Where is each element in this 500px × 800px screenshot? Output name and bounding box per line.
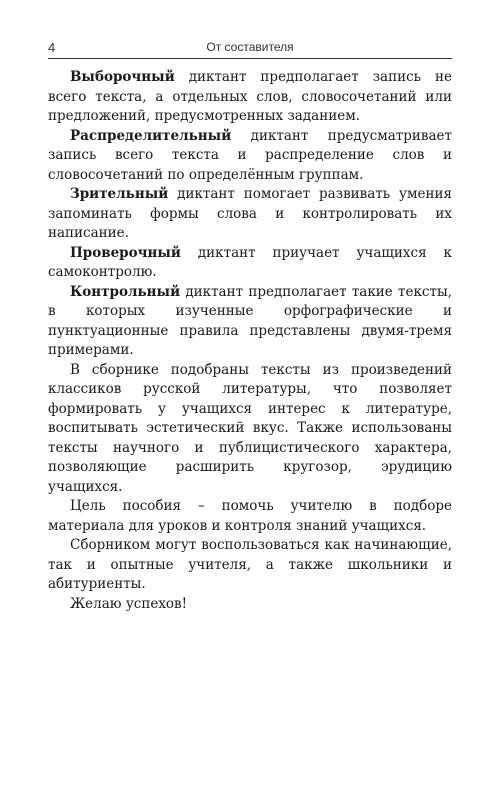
paragraph-text: диктант предусматривает запись всего текста и распределение слов и словосочетаний по определённым группам.	[48, 127, 452, 183]
paragraph-text: диктант предполагает запись не всего текста, а отдельных слов, словосочетаний или предложений, предусмотренных заданием.	[48, 69, 452, 124]
paragraph	[48, 244, 452, 283]
paragraph	[48, 497, 452, 536]
paragraph-text: В сборнике подобраны тексты из произведений классиков русской литературы, что позволяет формировать у учащихся интерес к литературе, воспитывать эстетический вкус. Также использованы тексты научного и публицистического характера, позволяющие расширить кругозор, эрудицию учащихся.	[48, 361, 452, 495]
paragraph-term: Распределительный	[70, 127, 232, 144]
paragraph	[48, 127, 452, 186]
paragraph	[48, 536, 452, 595]
page-header	[48, 38, 452, 59]
paragraph-text: Цель пособия – помочь учителю в подборе материала для уроков и контроля знаний учащихся.	[48, 498, 452, 534]
paragraph	[48, 185, 452, 244]
paragraph-term: Контрольный	[70, 283, 181, 300]
paragraph	[48, 595, 452, 615]
paragraph-text: диктант помогает развивать умения запоминать формы слова и контролировать их написание.	[48, 186, 452, 241]
paragraph-text: диктант предполагает такие тексты, в которых изученные орфографические и пунктуационные правила представлены двумя-тремя примерами.	[48, 283, 452, 358]
paragraph	[48, 361, 452, 498]
paragraph	[48, 68, 452, 127]
paragraph-text: Желаю успехов!	[70, 595, 188, 612]
paragraph	[48, 283, 452, 361]
paragraph-term: Зрительный	[70, 186, 169, 202]
running-title: От составителя	[206, 40, 294, 54]
paragraph-text: диктант приучает учащихся к самоконтролю.	[48, 244, 452, 280]
paragraph-text: Сборником могут воспользоваться как начинающие, так и опытные учителя, а также школьники и абитуриенты.	[48, 537, 452, 592]
page-body	[48, 68, 452, 614]
page-number: 4	[48, 40, 56, 55]
paragraph-term: Проверочный	[70, 244, 181, 261]
paragraph-term: Выборочный	[70, 69, 175, 85]
